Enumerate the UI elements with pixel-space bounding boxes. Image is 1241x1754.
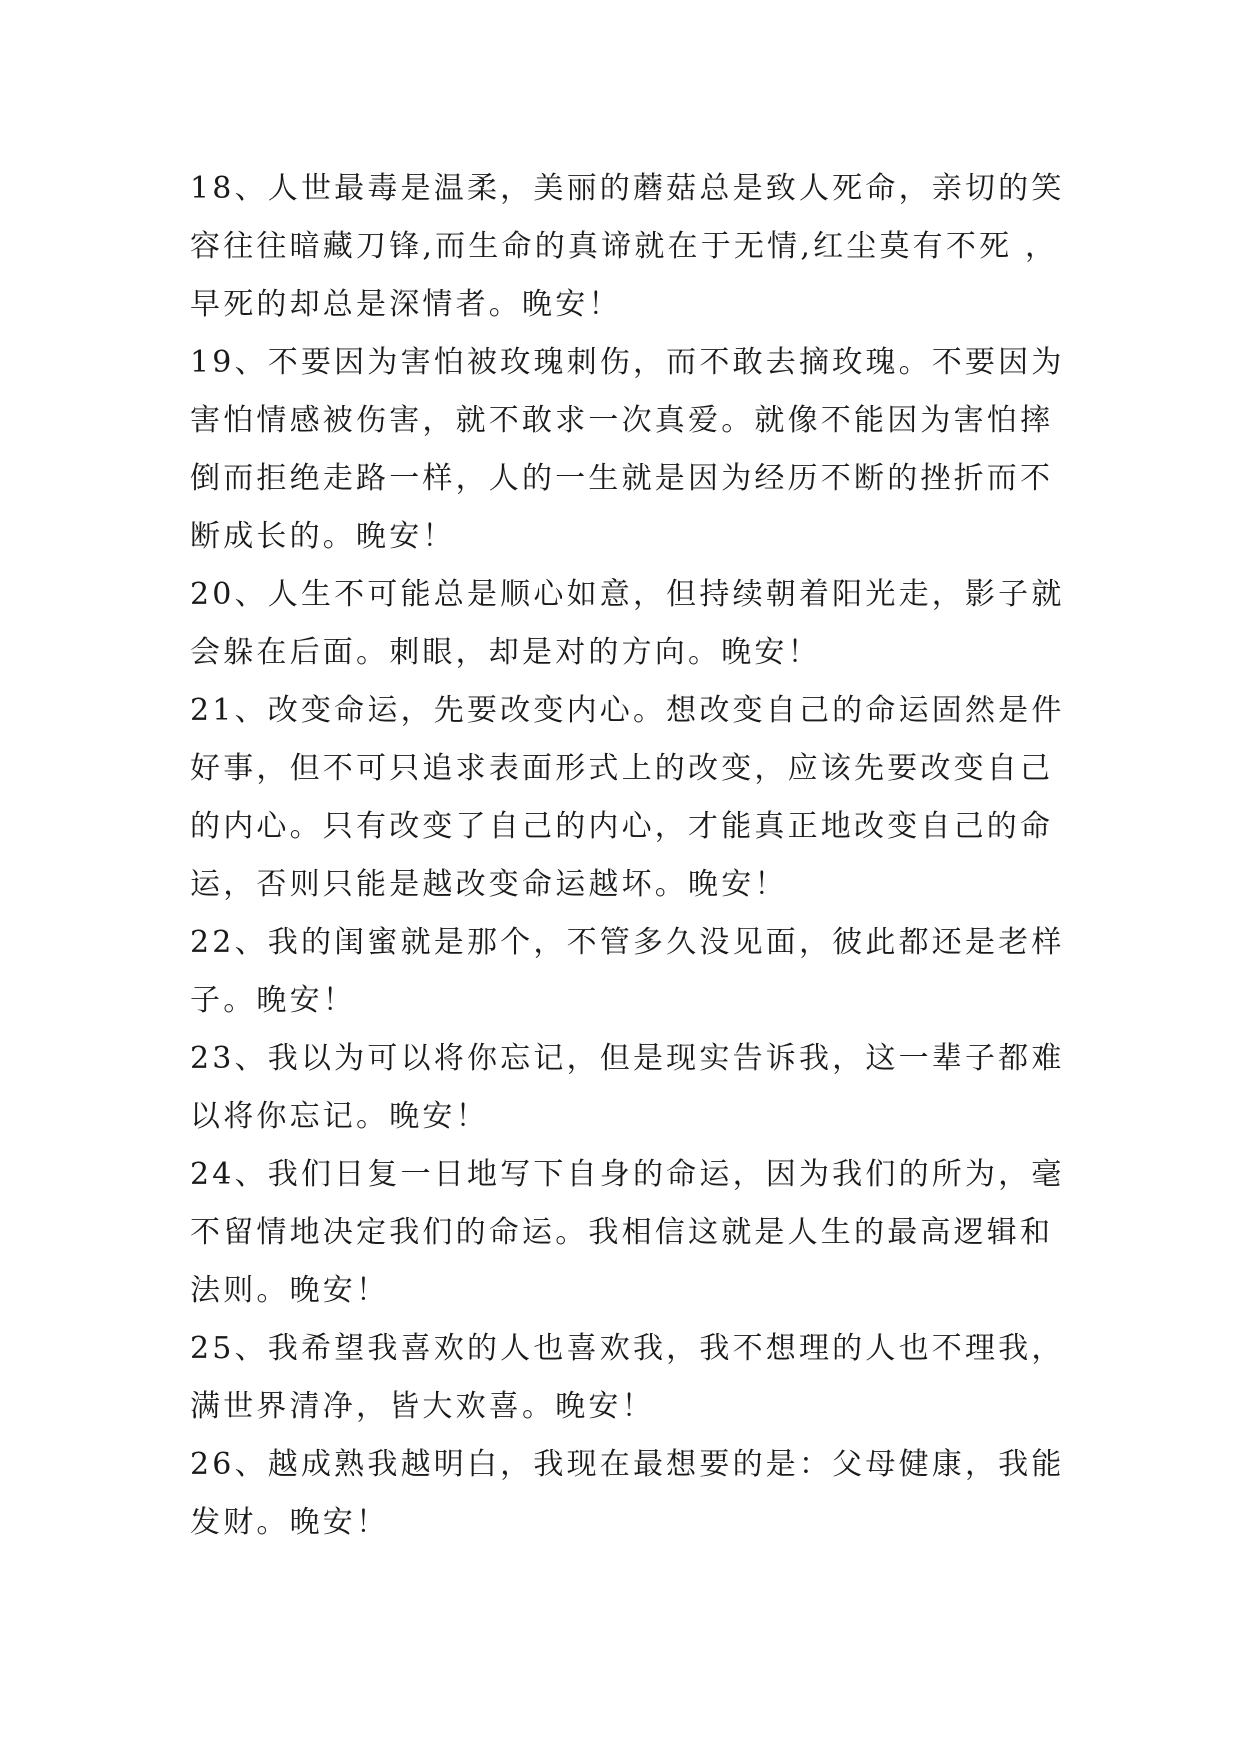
text-line: 26、越成熟我越明白，我现在最想要的是：父母健康，我能: [190, 1447, 1065, 1482]
text-line: 倒而拒绝走路一样，人的一生就是因为经历不断的挫折而不: [190, 461, 1054, 496]
text-line: 断成长的。晚安！: [190, 519, 456, 554]
text-line: 不留情地决定我们的命运。我相信这就是人生的最高逻辑和: [190, 1215, 1054, 1250]
text-line: 25、我希望我喜欢的人也喜欢我，我不想理的人也不理我，: [190, 1331, 1065, 1366]
text-line: 以将你忘记。晚安！: [190, 1099, 489, 1134]
paragraph-21: [190, 682, 1090, 914]
text-line: 20、人生不可能总是顺心如意，但持续朝着阳光走，影子就: [190, 577, 1065, 612]
text-line: 早死的却总是深情者。晚安！: [190, 287, 622, 322]
text-line: 18、人世最毒是温柔，美丽的蘑菇总是致人死命，亲切的笑: [190, 171, 1065, 206]
paragraph-25: [190, 1320, 1090, 1436]
paragraph-23: [190, 1030, 1090, 1146]
paragraph-26: [190, 1436, 1090, 1552]
document-body: [190, 160, 1090, 1552]
text-line: 会躲在后面。刺眼，却是对的方向。晚安！: [190, 635, 821, 670]
text-line: 容往往暗藏刀锋,而生命的真谛就在于无情,红尘莫有不死 ，: [190, 229, 1059, 264]
paragraph-18: [190, 160, 1090, 334]
text-line: 24、我们日复一日地写下自身的命运，因为我们的所为，毫: [190, 1157, 1065, 1192]
text-line: 23、我以为可以将你忘记，但是现实告诉我，这一辈子都难: [190, 1041, 1065, 1076]
text-line: 21、改变命运，先要改变内心。想改变自己的命运固然是件: [190, 693, 1065, 728]
text-line: 22、我的闺蜜就是那个，不管多久没见面，彼此都还是老样: [190, 925, 1065, 960]
text-line: 害怕情感被伤害，就不敢求一次真爱。就像不能因为害怕摔: [190, 403, 1054, 438]
paragraph-22: [190, 914, 1090, 1030]
text-line: 满世界清净，皆大欢喜。晚安！: [190, 1389, 655, 1424]
paragraph-24: [190, 1146, 1090, 1320]
text-line: 的内心。只有改变了自己的内心，才能真正地改变自己的命: [190, 809, 1054, 844]
text-line: 子。晚安！: [190, 983, 356, 1018]
text-line: 好事，但不可只追求表面形式上的改变，应该先要改变自己: [190, 751, 1054, 786]
text-line: 发财。晚安！: [190, 1505, 390, 1540]
text-line: 19、不要因为害怕被玫瑰刺伤，而不敢去摘玫瑰。不要因为: [190, 345, 1065, 380]
paragraph-20: [190, 566, 1090, 682]
text-line: 运，否则只能是越改变命运越坏。晚安！: [190, 867, 788, 902]
paragraph-19: [190, 334, 1090, 566]
text-line: 法则。晚安！: [190, 1273, 390, 1308]
